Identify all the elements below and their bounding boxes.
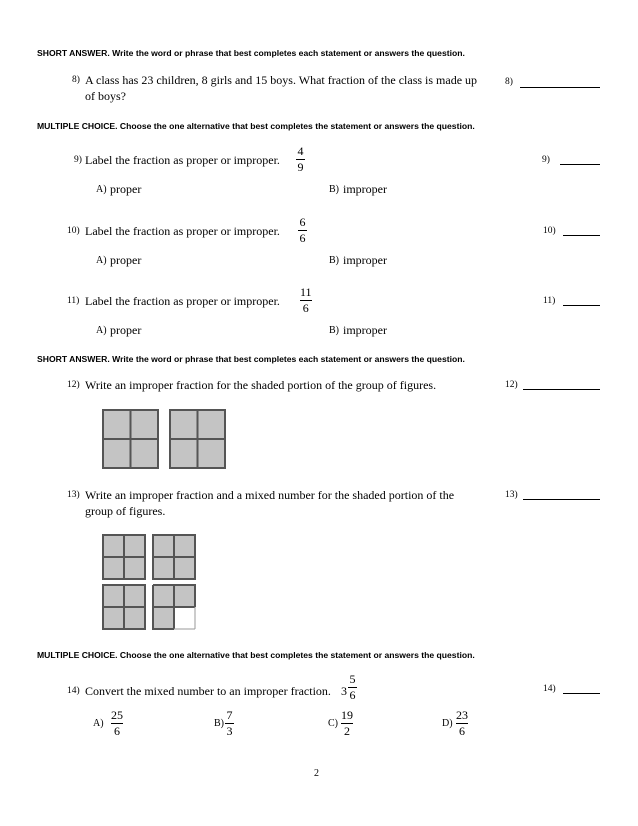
q14-option-c-letter[interactable]: C) — [328, 718, 338, 729]
q8-answer-blank[interactable] — [520, 87, 600, 88]
q14-option-c-denominator: 2 — [344, 724, 350, 738]
q10-option-a-letter[interactable]: A) — [96, 255, 107, 266]
q8-number: 8) — [72, 75, 80, 85]
q11-fraction-denominator: 6 — [302, 301, 309, 315]
q9-answer-label: 9) — [542, 155, 550, 165]
q14-fraction — [348, 673, 357, 702]
q14-option-c-numerator: 19 — [341, 708, 353, 722]
q14-option-c-fraction[interactable] — [341, 709, 353, 738]
q14-fraction-denominator: 6 — [349, 688, 356, 702]
q8-text-line2: of boys? — [85, 89, 126, 103]
q14-whole-number: 3 — [341, 684, 347, 698]
q14-option-b-denominator: 3 — [226, 724, 233, 738]
q12-figures — [101, 408, 227, 470]
section-header-short-answer-2: SHORT ANSWER. Write the word or phrase that best completes each statement or answers the question. — [37, 354, 465, 364]
q13-square-4-partial — [153, 585, 195, 629]
q14-answer-label: 14) — [543, 684, 556, 694]
q10-option-b-text[interactable]: improper — [343, 253, 387, 267]
q12-answer-label: 12) — [505, 380, 518, 390]
q14-option-b-fraction[interactable] — [225, 709, 234, 738]
q11-option-a-letter[interactable]: A) — [96, 325, 107, 336]
q11-answer-label: 11) — [543, 296, 556, 306]
q10-answer-label: 10) — [543, 226, 556, 236]
q9-option-a-letter[interactable]: A) — [96, 184, 107, 195]
q13-figures — [101, 533, 197, 631]
q9-text: Label the fraction as proper or improper. — [85, 153, 280, 167]
q10-fraction-denominator: 6 — [299, 231, 306, 245]
section-header-multiple-choice-1: MULTIPLE CHOICE. Choose the one alternative that best completes the statement or answers the question. — [37, 121, 475, 131]
q14-option-a-letter[interactable]: A) — [93, 718, 104, 729]
q10-fraction — [298, 216, 307, 245]
section-header-short-answer-1: SHORT ANSWER. Write the word or phrase that best completes each statement or answers the question. — [37, 48, 465, 58]
page-number: 2 — [314, 768, 319, 779]
q9-option-a-text[interactable]: proper — [110, 182, 142, 196]
q12-square-1 — [103, 410, 158, 468]
q10-option-a-text[interactable]: proper — [110, 253, 142, 267]
q11-option-b-text[interactable]: improper — [343, 323, 387, 337]
q8-text-line1: A class has 23 children, 8 girls and 15 boys. What fraction of the class is made up — [85, 73, 478, 87]
q10-option-b-letter[interactable]: B) — [329, 255, 339, 266]
q13-text-line1: Write an improper fraction and a mixed number for the shaded portion of the — [85, 488, 455, 502]
q13-square-3 — [103, 585, 145, 629]
q14-option-a-denominator: 6 — [114, 724, 120, 738]
q10-number: 10) — [67, 226, 80, 236]
q11-option-a-text[interactable]: proper — [110, 323, 142, 337]
q11-option-b-letter[interactable]: B) — [329, 325, 339, 336]
q14-text: Convert the mixed number to an improper fraction. — [85, 684, 331, 698]
q14-option-b-numerator: 7 — [226, 708, 233, 722]
q9-fraction — [296, 145, 305, 174]
q14-answer-blank[interactable] — [563, 693, 600, 694]
q14-option-b-letter[interactable]: B) — [214, 718, 224, 729]
q11-number: 11) — [67, 296, 80, 306]
q9-option-b-letter[interactable]: B) — [329, 184, 339, 195]
q9-fraction-numerator: 4 — [297, 144, 304, 158]
q14-option-a-fraction[interactable] — [111, 709, 123, 738]
q14-fraction-numerator: 5 — [349, 672, 356, 686]
q13-text-line2: group of figures. — [85, 504, 166, 518]
section-header-multiple-choice-2: MULTIPLE CHOICE. Choose the one alternative that best completes the statement or answers the question. — [37, 650, 475, 660]
q13-square-2 — [153, 535, 195, 579]
q9-fraction-denominator: 9 — [297, 160, 304, 174]
q12-text: Write an improper fraction for the shaded portion of the group of figures. — [85, 378, 437, 392]
q13-square-1 — [103, 535, 145, 579]
q14-option-a-numerator: 25 — [111, 708, 123, 722]
q9-answer-blank[interactable] — [560, 164, 600, 165]
q10-answer-blank[interactable] — [563, 235, 600, 236]
q13-answer-label: 13) — [505, 490, 518, 500]
q10-text: Label the fraction as proper or improper. — [85, 224, 280, 238]
q10-fraction-numerator: 6 — [299, 215, 306, 229]
q13-number: 13) — [67, 490, 80, 500]
q11-fraction-numerator: 11 — [300, 285, 312, 299]
q12-square-2 — [170, 410, 225, 468]
q8-answer-label: 8) — [505, 77, 513, 87]
q11-fraction — [300, 286, 312, 315]
q9-number: 9) — [74, 155, 82, 165]
q14-option-d-fraction[interactable] — [456, 709, 468, 738]
q14-option-d-numerator: 23 — [456, 708, 468, 722]
q12-answer-blank[interactable] — [523, 389, 600, 390]
q13-answer-blank[interactable] — [523, 499, 600, 500]
q11-answer-blank[interactable] — [563, 305, 600, 306]
q9-option-b-text[interactable]: improper — [343, 182, 387, 196]
q12-number: 12) — [67, 380, 80, 390]
q14-option-d-denominator: 6 — [459, 724, 465, 738]
q11-text: Label the fraction as proper or improper. — [85, 294, 280, 308]
q14-option-d-letter[interactable]: D) — [442, 718, 453, 729]
q14-number: 14) — [67, 686, 80, 696]
